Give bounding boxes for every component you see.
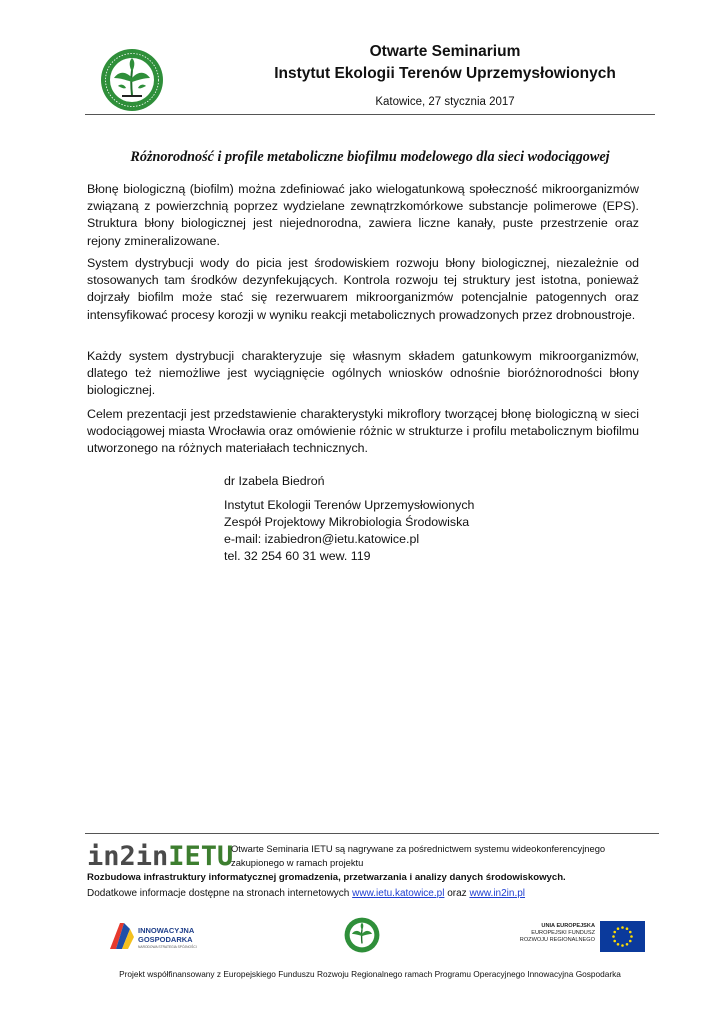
seminar-title: Otwarte Seminarium: [369, 43, 521, 60]
footer-links: [87, 888, 659, 899]
eu-text: [520, 923, 595, 944]
logo-text-ietu: IETU: [168, 841, 234, 872]
eu-star: [629, 931, 632, 934]
eu-logo: [510, 921, 645, 953]
eu-star: [621, 926, 624, 929]
ietu-website-link[interactable]: www.ietu.katowice.pl: [352, 888, 445, 899]
institute-title: Instytut Ekologii Terenów Uprzemysłowionych: [274, 65, 616, 82]
eu-star: [626, 943, 629, 946]
eu-star: [629, 940, 632, 943]
in2in-ietu-logo: [87, 841, 233, 872]
paragraph-1: Błonę biologiczną (biofilm) można zdefiniować jako wielogatunkową społeczność mikroorganizmów związaną z powierzchnią poprzez wydzielane zewnątrzkomórkowe substancje polimerowe (EPS). Struktura błony biologicznej jest niejednorodna, zawiera liczne kanały, puste przestrzenie oraz rejony zmineralizowane.: [87, 182, 639, 248]
dateline: Katowice, 27 stycznia 2017: [375, 96, 515, 108]
innowacyjna-gospodarka-logo: [108, 919, 218, 953]
author-phone: tel. 32 254 60 31 wew. 119: [224, 549, 371, 563]
eu-line1: UNIA EUROPEJSKA: [541, 923, 595, 929]
ig-line2: GOSPODARKA: [138, 935, 193, 944]
links-prefix: Dodatkowe informacje dostępne na stronach internetowych: [87, 888, 350, 899]
author-institution: Instytut Ekologii Terenów Uprzemysłowionych: [224, 498, 475, 512]
logo-text-in2in: in2in: [87, 841, 169, 872]
ig-line1: INNOWACYJNA: [138, 926, 195, 935]
eu-star: [630, 935, 633, 938]
paragraph-4: Celem prezentacji jest przedstawienie charakterystyki mikroflory tworzącej błonę biologiczną w sieci wodociągowej miasta Wrocławia oraz omówienie różnic w strukturze i profilu metabolicznym biofilmu utworzonego na różnych materiałach technicznych.: [87, 407, 639, 456]
eu-star: [612, 935, 615, 938]
author-name: dr Izabela Biedroń: [224, 474, 325, 488]
eu-star: [617, 927, 620, 930]
ig-line3: NARODOWA STRATEGIA SPÓJNOŚCI: [138, 945, 197, 949]
author-team: Zespół Projektowy Mikrobiologia Środowiska: [224, 515, 470, 529]
eu-star: [621, 944, 624, 947]
ietu-seal-small-icon: [344, 917, 380, 953]
ietu-seal-icon: [100, 48, 164, 112]
eu-line3: ROZWOJU REGIONALNEGO: [519, 937, 595, 943]
project-name: Rozbudowa infrastruktury informatycznej gromadzenia, przetwarzania i analizy danych środowiskowych.: [87, 872, 566, 883]
footer-note: Otwarte Seminaria IETU są nagrywane za pośrednictwem systemu wideokonferencyjnego zakupionego w ramach projektu: [231, 843, 606, 868]
header-divider: [85, 114, 655, 115]
eu-star: [613, 931, 616, 934]
eu-flag-icon: [600, 921, 645, 952]
article-title: Różnorodność i profile metaboliczne biofilmu modelowego dla sieci wodociągowej: [130, 149, 610, 165]
footer-divider: [85, 833, 659, 834]
eu-star: [626, 927, 629, 930]
links-mid: oraz: [447, 888, 467, 899]
funding-note: Projekt współfinansowany z Europejskiego Funduszu Rozwoju Regionalnego ramach Programu Operacyjnego Innowacyjna Gospodarka: [119, 969, 621, 979]
paragraph-2: System dystrybucji wody do picia jest środowiskiem rozwoju błony biologicznej, niezależnie od stosowanych tam środków dezynfekujących. Kontrola rozwoju tej struktury jest istotna, ponieważ dojrzały biofilm może stać się rezerwuarem mikroorganizmów potencjalnie patogennych oraz intensyfikować procesy korozji w wyniku reakcji metabolicznych prowadzonych przez drobnoustroje.: [87, 256, 639, 322]
eu-star: [617, 943, 620, 946]
paragraph-3: Każdy system dystrybucji charakteryzuje się własnym składem gatunkowym mikroorganizmów, dlatego też niemożliwe jest wyciągnięcie ogólnych wniosków odnośnie bioróżnorodności błony biologicznej.: [87, 349, 639, 398]
in2in-website-link[interactable]: www.in2in.pl: [469, 888, 526, 899]
eu-line2: EUROPEJSKI FUNDUSZ: [531, 930, 595, 936]
eu-star: [613, 940, 616, 943]
author-email: e-mail: izabiedron@ietu.katowice.pl: [224, 532, 420, 546]
